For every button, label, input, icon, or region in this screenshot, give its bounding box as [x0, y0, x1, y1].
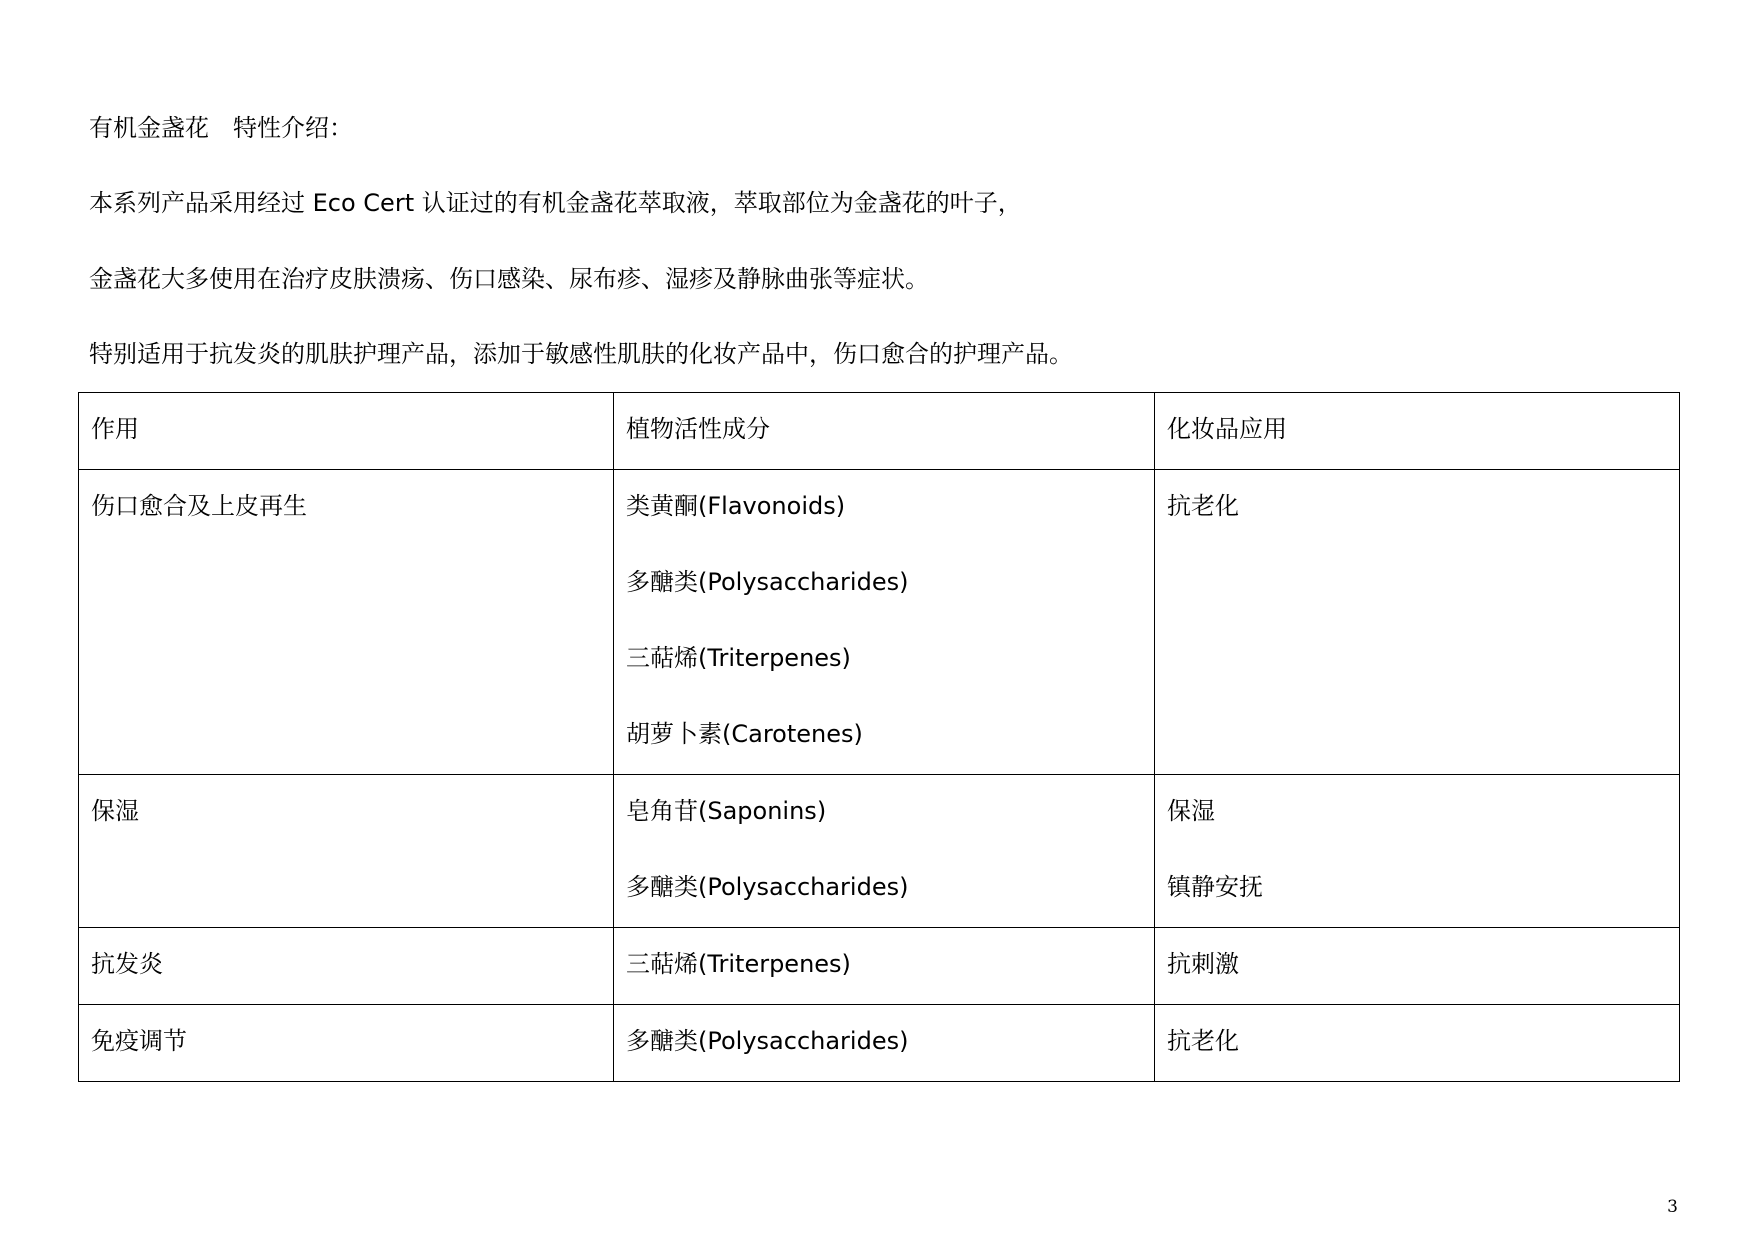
effect-cell	[79, 928, 614, 1005]
effect-text: 保湿	[91, 797, 139, 825]
effect-text: 免疫调节	[91, 1027, 187, 1055]
applications-cell	[1155, 470, 1680, 775]
header-label-applications: 化妆品应用	[1167, 415, 1287, 443]
application-item: 镇静安抚	[1167, 873, 1263, 901]
table-row	[79, 470, 1680, 775]
ingredient-item: 胡萝卜素(Carotenes)	[626, 720, 863, 748]
ingredient-item: 三萜烯(Triterpenes)	[626, 644, 851, 672]
table-row	[79, 928, 1680, 1005]
table-row	[79, 1005, 1680, 1082]
header-label-effect: 作用	[91, 415, 139, 443]
page-number: 3	[1667, 1197, 1678, 1217]
application-item: 保湿	[1167, 797, 1215, 825]
header-cell-applications	[1155, 393, 1680, 470]
ingredient-item: 多醣类(Polysaccharides)	[626, 873, 909, 901]
header-cell-ingredients	[614, 393, 1155, 470]
ingredients-cell	[614, 1005, 1155, 1082]
intro-paragraph-2: 金盏花大多使用在治疗皮肤溃疡、伤口感染、尿布疹、湿疹及静脉曲张等症状。	[89, 265, 929, 293]
applications-cell	[1155, 775, 1680, 928]
applications-cell	[1155, 928, 1680, 1005]
application-item: 抗老化	[1167, 1027, 1239, 1055]
header-cell-effect	[79, 393, 614, 470]
ingredients-cell	[614, 775, 1155, 928]
effect-cell	[79, 775, 614, 928]
table-row	[79, 775, 1680, 928]
document-title: 有机金盏花 特性介绍：	[89, 114, 353, 142]
effect-cell	[79, 1005, 614, 1082]
application-item: 抗老化	[1167, 492, 1239, 520]
application-item: 抗刺激	[1167, 950, 1239, 978]
ingredient-item: 皂角苷(Saponins)	[626, 797, 827, 825]
effect-text: 抗发炎	[91, 950, 163, 978]
table-header-row	[79, 393, 1680, 470]
intro-paragraph-1: 本系列产品采用经过 Eco Cert 认证过的有机金盏花萃取液，萃取部位为金盏花的叶子，	[89, 189, 1022, 217]
ingredient-item: 多醣类(Polysaccharides)	[626, 568, 909, 596]
effect-cell	[79, 470, 614, 775]
properties-table	[78, 392, 1680, 1082]
ingredients-cell	[614, 470, 1155, 775]
header-label-ingredients: 植物活性成分	[626, 415, 770, 443]
ingredients-cell	[614, 928, 1155, 1005]
intro-paragraph-3: 特别适用于抗发炎的肌肤护理产品，添加于敏感性肌肤的化妆产品中，伤口愈合的护理产品。	[89, 340, 1073, 368]
applications-cell	[1155, 1005, 1680, 1082]
ingredient-item: 多醣类(Polysaccharides)	[626, 1027, 909, 1055]
ingredient-item: 类黄酮(Flavonoids)	[626, 492, 846, 520]
effect-text: 伤口愈合及上皮再生	[91, 492, 307, 520]
ingredient-item: 三萜烯(Triterpenes)	[626, 950, 851, 978]
